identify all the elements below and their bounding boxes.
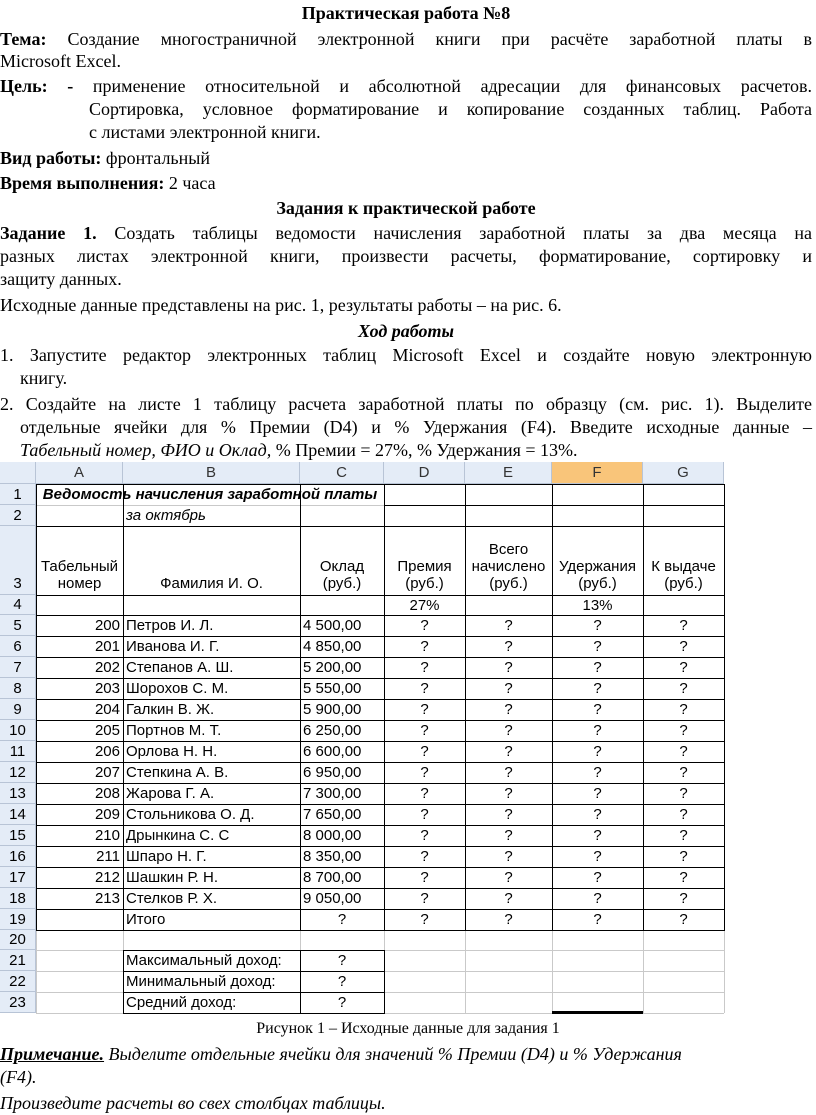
page-title: Практическая работа №8 — [301, 3, 511, 23]
step2-line-1: 2. Создайте на листе 1 таблицу расчета заработной платы по образцу (см. рис. 1). Выделите — [0, 394, 812, 414]
row-header-4: 4 — [0, 595, 36, 615]
employee-id-cell: 210 — [94, 827, 120, 844]
placeholder-cell: ? — [420, 659, 429, 676]
placeholder-cell: ? — [679, 722, 688, 739]
placeholder-cell: ? — [504, 764, 513, 781]
avg-income-label: Средний доход: — [126, 994, 237, 1011]
placeholder-cell: ? — [504, 869, 513, 886]
placeholder-cell: ? — [504, 785, 513, 802]
row-header-12: 12 — [0, 762, 36, 783]
employee-salary-cell: 5 900,00 — [303, 701, 362, 718]
column-header-d: D — [384, 462, 465, 484]
row-header-22: 22 — [0, 971, 36, 992]
row-header-16: 16 — [0, 846, 36, 867]
placeholder-cell: ? — [679, 890, 688, 907]
avg-income-label-value: ? — [337, 994, 347, 1011]
employee-name-cell: Шпаро Н. Г. — [126, 848, 207, 865]
total-placeholder-cell: ? — [504, 911, 513, 928]
placeholder-cell: ? — [679, 848, 688, 865]
row-header-18: 18 — [0, 888, 36, 909]
bonus-percent-cell: 27% — [409, 596, 440, 614]
placeholder-cell: ? — [593, 806, 602, 823]
topic-label: Тема: — [0, 29, 47, 49]
task1-line-1 — [0, 222, 812, 244]
placeholder-cell: ? — [679, 659, 688, 676]
header-tab-number — [36, 526, 123, 595]
row-header-14: 14 — [0, 804, 36, 825]
step1-line-1: 1. Запустите редактор электронных таблиц Microsoft Excel и создайте новую электронную — [0, 345, 812, 365]
row-header-10: 10 — [0, 720, 36, 741]
column-header-f: F — [552, 462, 643, 484]
placeholder-cell: ? — [420, 680, 429, 697]
header-payout-line: К выдаче — [651, 558, 716, 575]
employee-id-cell: 201 — [94, 638, 120, 655]
placeholder-cell: ? — [593, 890, 602, 907]
column-header-a: A — [36, 462, 123, 484]
goal-text-3: с листами электронной книги. — [89, 122, 321, 142]
note-text-2: (F4). — [0, 1067, 37, 1087]
progress-heading: Ход работы — [357, 321, 455, 341]
row-header-6: 6 — [0, 636, 36, 657]
header-tab-number-line: Табельный — [40, 558, 119, 575]
employee-name-cell: Портнов М. Т. — [126, 722, 222, 739]
row-header-8: 8 — [0, 678, 36, 699]
row-header-7: 7 — [0, 657, 36, 678]
placeholder-cell: ? — [420, 890, 429, 907]
placeholder-cell: ? — [504, 701, 513, 718]
header-salary-line: Оклад — [319, 558, 365, 575]
sheet-title: Ведомость начисления заработной платы — [42, 486, 378, 503]
work-type-value: фронтальный — [105, 148, 211, 168]
cell-border — [384, 950, 385, 1014]
header-name — [123, 526, 300, 595]
cell-border — [36, 505, 37, 506]
employee-salary-cell: 7 650,00 — [303, 806, 362, 823]
step2-italic: Табельный номер, ФИО и Оклад, — [20, 440, 272, 460]
cell-border — [123, 1013, 385, 1014]
employee-id-cell: 200 — [94, 617, 120, 634]
source-note: Исходные данные представлены на рис. 1, результаты работы – на рис. 6. — [0, 295, 562, 315]
placeholder-cell: ? — [679, 827, 688, 844]
employee-salary-cell: 4 500,00 — [303, 617, 362, 634]
row-header-23: 23 — [0, 992, 36, 1013]
placeholder-cell: ? — [679, 701, 688, 718]
task1-text-3: защиту данных. — [0, 269, 122, 289]
placeholder-cell: ? — [420, 869, 429, 886]
placeholder-cell: ? — [420, 785, 429, 802]
duration-label: Время выполнения: — [0, 173, 165, 193]
placeholder-cell: ? — [593, 743, 602, 760]
employee-name-cell: Степанов А. Ш. — [126, 659, 234, 676]
final-instruction: Произведите расчеты во свех столбцах таблицы. — [0, 1093, 386, 1113]
task1-label: Задание 1. — [0, 223, 97, 243]
placeholder-cell: ? — [679, 617, 688, 634]
employee-id-cell: 208 — [94, 785, 120, 802]
employee-salary-cell: 4 850,00 — [303, 638, 362, 655]
placeholder-cell: ? — [593, 869, 602, 886]
row-header-20: 20 — [0, 930, 36, 950]
employee-name-cell: Шорохов С. М. — [126, 680, 229, 697]
placeholder-cell: ? — [420, 722, 429, 739]
task1-text-2: разных листах электронной книги, произвести расчеты, форматирование, сортировку и — [0, 246, 812, 266]
task1-text-1: Создать таблицы ведомости начисления заработной платы за два месяца на — [114, 223, 813, 243]
employee-salary-cell: 8 000,00 — [303, 827, 362, 844]
employee-id-cell: 205 — [94, 722, 120, 739]
placeholder-cell: ? — [420, 701, 429, 718]
header-salary-line: (руб.) — [322, 575, 362, 592]
employee-id-cell: 207 — [94, 764, 120, 781]
placeholder-cell: ? — [504, 890, 513, 907]
topic-line-1 — [0, 28, 812, 50]
placeholder-cell: ? — [504, 638, 513, 655]
row-header-1: 1 — [0, 484, 36, 505]
employee-name-cell: Орлова Н. Н. — [126, 743, 218, 760]
employee-id-cell: 206 — [94, 743, 120, 760]
work-type-label: Вид работы: — [0, 148, 102, 168]
goal-line-1 — [0, 75, 812, 97]
step2-line-2: отдельные ячейки для % Премии (D4) и % Удержания (F4). Введите исходные данные – — [20, 417, 812, 437]
placeholder-cell: ? — [593, 701, 602, 718]
employee-id-cell: 212 — [94, 869, 120, 886]
step2-rest: % Премии = 27%, % Удержания = 13%. — [275, 440, 578, 460]
cell-border — [384, 505, 725, 506]
header-deductions-line: Удержания — [559, 558, 636, 575]
header-salary — [300, 526, 384, 595]
column-header-e: E — [465, 462, 552, 484]
note-label: Примечание. — [0, 1044, 105, 1064]
header-bonus-line: (руб.) — [405, 575, 444, 592]
goal-text-1: применение относительной и абсолютной адресации для финансовых расчетов. — [92, 76, 812, 96]
spreadsheet-figure — [0, 462, 738, 1014]
row-header-19: 19 — [0, 909, 36, 930]
employee-salary-cell: 8 700,00 — [303, 869, 362, 886]
column-header-b: B — [123, 462, 300, 484]
column-header-g: G — [643, 462, 724, 484]
topic-text-2: Microsoft Excel. — [0, 51, 121, 71]
column-header-c: C — [300, 462, 384, 484]
row-header-3: 3 — [0, 526, 36, 595]
duration — [0, 172, 812, 194]
min-income-label: Минимальный доход: — [126, 973, 276, 990]
employee-id-cell: 209 — [94, 806, 120, 823]
placeholder-cell: ? — [504, 743, 513, 760]
selection-marker — [552, 1011, 643, 1014]
employee-name-cell: Иванова И. Г. — [126, 638, 220, 655]
placeholder-cell: ? — [593, 722, 602, 739]
employee-name-cell: Стольникова О. Д. — [126, 806, 255, 823]
employee-id-cell: 202 — [94, 659, 120, 676]
goal-text-2: Сортировка, условное форматирование и копирование созданных таблиц. Работа — [89, 99, 812, 119]
placeholder-cell: ? — [679, 764, 688, 781]
employee-salary-cell: 6 600,00 — [303, 743, 362, 760]
placeholder-cell: ? — [593, 680, 602, 697]
placeholder-cell: ? — [504, 659, 513, 676]
employee-salary-cell: 6 950,00 — [303, 764, 362, 781]
employee-salary-cell: 5 550,00 — [303, 680, 362, 697]
placeholder-cell: ? — [420, 743, 429, 760]
placeholder-cell: ? — [504, 722, 513, 739]
placeholder-cell: ? — [593, 827, 602, 844]
placeholder-cell: ? — [593, 659, 602, 676]
employee-name-cell: Дрынкина С. С — [126, 827, 230, 844]
placeholder-cell: ? — [420, 764, 429, 781]
header-total-accrued-line: начислено — [471, 558, 546, 575]
header-total-accrued-line: (руб.) — [489, 575, 528, 592]
cell-border — [724, 484, 725, 931]
employee-name-cell: Галкин В. Ж. — [126, 701, 215, 718]
row-header-13: 13 — [0, 783, 36, 804]
step2-line-3 — [20, 439, 812, 461]
employee-id-cell: 211 — [96, 848, 120, 865]
employee-salary-cell: 7 300,00 — [303, 785, 362, 802]
step1-line-2: книгу. — [20, 368, 68, 388]
header-total-accrued-line: Всего — [488, 541, 529, 558]
employee-id-cell: 213 — [94, 890, 120, 907]
placeholder-cell: ? — [504, 680, 513, 697]
placeholder-cell: ? — [420, 617, 429, 634]
employee-name-cell: Шашкин Р. Н. — [126, 869, 219, 886]
work-type — [0, 147, 812, 169]
placeholder-cell: ? — [593, 764, 602, 781]
employee-name-cell: Степкина А. В. — [126, 764, 229, 781]
header-deductions-line: (руб.) — [578, 575, 617, 592]
row-header-2: 2 — [0, 505, 36, 526]
deduction-percent-cell: 13% — [582, 596, 613, 614]
placeholder-cell: ? — [504, 806, 513, 823]
row-header-15: 15 — [0, 825, 36, 846]
total-placeholder-cell: ? — [593, 911, 602, 928]
employee-salary-cell: 8 350,00 — [303, 848, 362, 865]
header-deductions — [552, 526, 643, 595]
employee-salary-cell: 9 050,00 — [303, 890, 362, 907]
header-total-accrued — [465, 526, 552, 595]
duration-value: 2 часа — [168, 173, 216, 193]
placeholder-cell: ? — [420, 827, 429, 844]
placeholder-cell: ? — [593, 617, 602, 634]
tasks-heading: Задания к практической работе — [276, 198, 536, 218]
corner-cell — [0, 462, 36, 484]
employee-name-cell: Петров И. Л. — [126, 617, 214, 634]
placeholder-cell: ? — [593, 848, 602, 865]
note-text-1: Выделите отдельные ячейки для значений % Премии (D4) и % Удержания — [108, 1044, 682, 1064]
employee-salary-cell: 5 200,00 — [303, 659, 362, 676]
row-header-17: 17 — [0, 867, 36, 888]
placeholder-cell: ? — [679, 869, 688, 886]
header-payout-line: (руб.) — [664, 575, 703, 592]
row-header-5: 5 — [0, 615, 36, 636]
employee-id-cell: 204 — [94, 701, 120, 718]
total-placeholder-cell: ? — [679, 911, 688, 928]
placeholder-cell: ? — [504, 617, 513, 634]
placeholder-cell: ? — [420, 638, 429, 655]
placeholder-cell: ? — [593, 785, 602, 802]
header-name-line: Фамилия И. О. — [160, 575, 263, 592]
placeholder-cell: ? — [679, 743, 688, 760]
employee-name-cell: Жарова Г. А. — [126, 785, 215, 802]
placeholder-cell: ? — [504, 827, 513, 844]
placeholder-cell: ? — [420, 848, 429, 865]
placeholder-cell: ? — [679, 785, 688, 802]
placeholder-cell: ? — [679, 680, 688, 697]
min-income-label-value: ? — [337, 973, 347, 990]
goal-label: Цель: - — [0, 76, 74, 96]
total-placeholder-cell: ? — [337, 911, 347, 928]
note-line-1 — [0, 1043, 812, 1065]
placeholder-cell: ? — [593, 638, 602, 655]
placeholder-cell: ? — [504, 848, 513, 865]
employee-name-cell: Стелков Р. Х. — [126, 890, 218, 907]
total-label-cell: Итого — [126, 911, 166, 928]
header-tab-number-line: номер — [57, 575, 102, 592]
header-bonus — [384, 526, 465, 595]
cell-border — [36, 930, 725, 931]
placeholder-cell: ? — [420, 806, 429, 823]
header-bonus-line: Премия — [397, 558, 452, 575]
figure-caption: Рисунок 1 – Исходные данные для задания 1 — [256, 1020, 560, 1037]
header-payout — [643, 526, 724, 595]
employee-id-cell: 203 — [94, 680, 120, 697]
total-placeholder-cell: ? — [420, 911, 429, 928]
topic-text-1: Создание многостраничной электронной книги при расчёте заработной платы в — [67, 29, 813, 49]
row-header-11: 11 — [0, 741, 36, 762]
placeholder-cell: ? — [679, 638, 688, 655]
employee-salary-cell: 6 250,00 — [303, 722, 362, 739]
placeholder-cell: ? — [679, 806, 688, 823]
row-header-9: 9 — [0, 699, 36, 720]
sheet-month: за октябрь — [126, 507, 206, 524]
max-income-label: Максимальный доход: — [126, 952, 282, 969]
row-header-21: 21 — [0, 950, 36, 971]
max-income-label-value: ? — [337, 952, 347, 969]
